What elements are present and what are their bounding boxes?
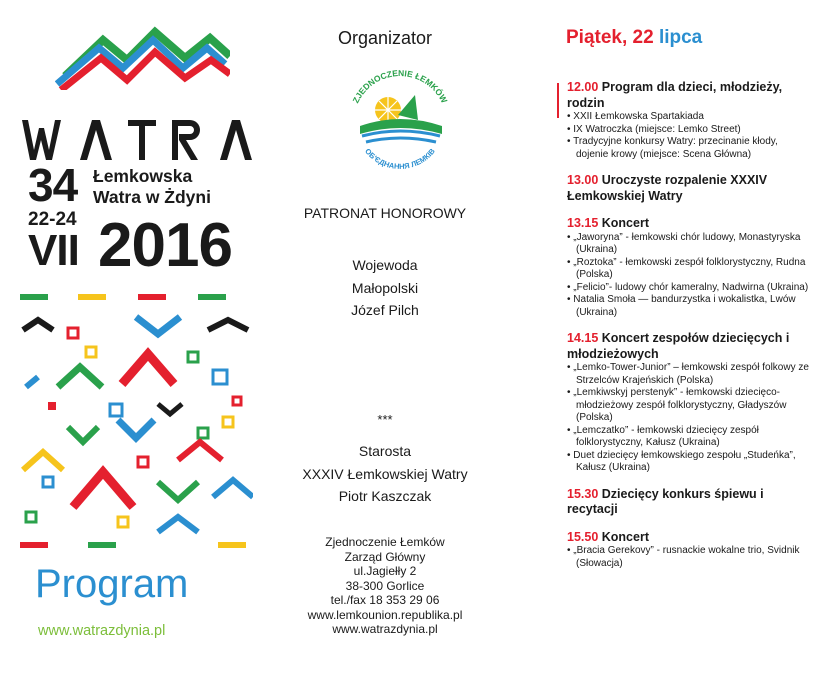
- schedule-item: [567, 80, 812, 161]
- schedule-item: [567, 173, 812, 204]
- schedule-sub-item: • IX Watroczka (miejsce: Lemko Street): [567, 124, 812, 137]
- separator: ***: [377, 412, 393, 427]
- schedule-sub-item: • Tradycyjne konkursy Watry: przecinanie kłody, dojenie krowy (miejsce: Scena Główna): [567, 136, 812, 161]
- contact-line: ul.Jagiełły 2: [353, 564, 417, 578]
- day-heading-month: lipca: [658, 27, 703, 48]
- contact-line: tel./fax 18 353 29 06: [330, 593, 440, 607]
- program-label: Program: [35, 562, 189, 606]
- schedule-title-text: Program dla dzieci, młodzieży, rodzin: [567, 80, 783, 110]
- watra-letters-icon: [22, 110, 267, 162]
- schedule-title-text: Dziecięcy konkurs śpiewu i recytacji: [567, 486, 764, 516]
- contact-link[interactable]: www.watrazdynia.pl: [332, 622, 438, 636]
- schedule-sub-item: • XXII Łemkowska Spartakiada: [567, 111, 812, 124]
- schedule-time: 12.00: [567, 80, 599, 94]
- schedule-sub-item: • „Jaworyna” - łemkowski chór ludowy, Monastyryska (Ukraina): [567, 232, 812, 257]
- event-dates: 22-24: [28, 209, 77, 230]
- contact-block: [290, 535, 480, 637]
- schedule-item: [567, 530, 812, 571]
- schedule-time: 13.15: [567, 216, 599, 230]
- accent-line: [557, 83, 559, 118]
- contact-line: 38-300 Gorlice: [345, 578, 425, 593]
- starosta-line: Piotr Kaszczak: [338, 488, 432, 504]
- website-link[interactable]: www.watrazdynia.pl: [38, 623, 166, 639]
- event-year: 2016: [98, 211, 232, 280]
- mountains-logo-icon: [55, 18, 230, 90]
- schedule-item-title: [567, 173, 812, 204]
- schedule-item-title: [567, 216, 812, 232]
- schedule-sub-item: • „Felicio”- ludowy chór kameralny, Nadwirna (Ukraina): [567, 282, 812, 295]
- schedule-sub-item: • „Bracia Gerekovy” - rusnackie wokalne trio, Svidnik (Słowacja): [567, 545, 812, 570]
- watra-wordmark: [22, 110, 267, 162]
- edition-number: 34: [28, 159, 78, 211]
- schedule-sub-item: • „Lemczatko” - łemkowski dziecięcy zespół folklorystyczny, Kałusz (Ukraina): [567, 425, 812, 450]
- schedule-item-title: [567, 530, 812, 546]
- schedule-title-text: Koncert: [598, 529, 649, 544]
- contact-line: Zjednoczenie Łemków: [325, 535, 445, 549]
- event-name-line2: Watra w Żdyni: [93, 187, 211, 207]
- organizer-label: Organizator: [337, 28, 433, 48]
- decorative-pattern: [18, 292, 253, 552]
- starosta-line: Starosta: [358, 443, 412, 459]
- patron-block: [300, 254, 470, 322]
- schedule-item: [567, 331, 812, 475]
- event-month: VII: [28, 226, 79, 275]
- event-name-line1: Łemkowska: [93, 166, 193, 186]
- schedule-item: [567, 487, 812, 518]
- patron-line: Józef Pilch: [351, 302, 419, 318]
- patron-line: Małopolski: [351, 279, 419, 296]
- svg-text:ZJEDNOCZENIE ŁEMKÓW: [351, 68, 450, 106]
- schedule-sub-item: • Natalia Smoła — bandurzystka i wokalistka, Lwów (Ukraina): [567, 294, 812, 319]
- schedule-item-title: [567, 331, 812, 362]
- schedule-sub-item: • „Lemko-Tower-Junior” – łemkowski zespół folkowy ze Strzelców Krajeńskich (Polska): [567, 362, 812, 387]
- schedule-item-title: [567, 487, 812, 518]
- contact-line: Zarząd Główny: [344, 549, 426, 564]
- contact-link[interactable]: www.lemkounion.republika.pl: [307, 607, 463, 622]
- starosta-block: [280, 440, 490, 508]
- day-heading-day: Piątek, 22: [566, 27, 659, 48]
- schedule-time: 15.30: [567, 486, 599, 501]
- lemko-union-logo-icon: [340, 60, 460, 180]
- schedule-sub-item: • „Lemkiwskyj perstenyk” - łemkowski dziecięco-młodzieżowy zespół folklorystyczny, Gładyszów (Polska): [567, 387, 812, 425]
- schedule-sub-item: • „Roztoka” - łemkowski zespół folklorystyczny, Rudna (Polska): [567, 257, 812, 282]
- schedule-sub-item: • Duet dziecięcy łemkowskiego zespołu „Studeńka”, Kałusz (Ukraina): [567, 450, 812, 475]
- logo-bottom-text: ОБ'ЄДНАННЯ ЛЕМКІВ: [363, 146, 437, 171]
- schedule-item-title: [567, 80, 812, 111]
- svg-text:ОБ'ЄДНАННЯ ЛЕМКІВ: [363, 146, 437, 171]
- schedule-list: [567, 80, 812, 582]
- logo-top-text: ZJEDNOCZENIE ŁEMKÓW: [350, 67, 450, 105]
- schedule-time: 14.15: [567, 331, 599, 345]
- schedule-title-text: Koncert: [598, 216, 649, 230]
- schedule-item: [567, 216, 812, 319]
- patron-line: Wojewoda: [352, 257, 418, 273]
- schedule-title-text: Uroczyste rozpalenie XXXIV Łemkowskiej Watry: [567, 173, 768, 203]
- starosta-line: XXXIV Łemkowskiej Watry: [302, 465, 468, 482]
- patronage-label: PATRONAT HONOROWY: [303, 205, 467, 221]
- schedule-time: 13.00: [567, 173, 599, 187]
- event-name: [93, 166, 211, 208]
- day-heading: [566, 27, 702, 49]
- pattern-shapes-icon: [20, 294, 253, 548]
- schedule-time: 15.50: [567, 529, 599, 544]
- schedule-title-text: Koncert zespołów dziecięcych i młodzieżowych: [567, 331, 790, 361]
